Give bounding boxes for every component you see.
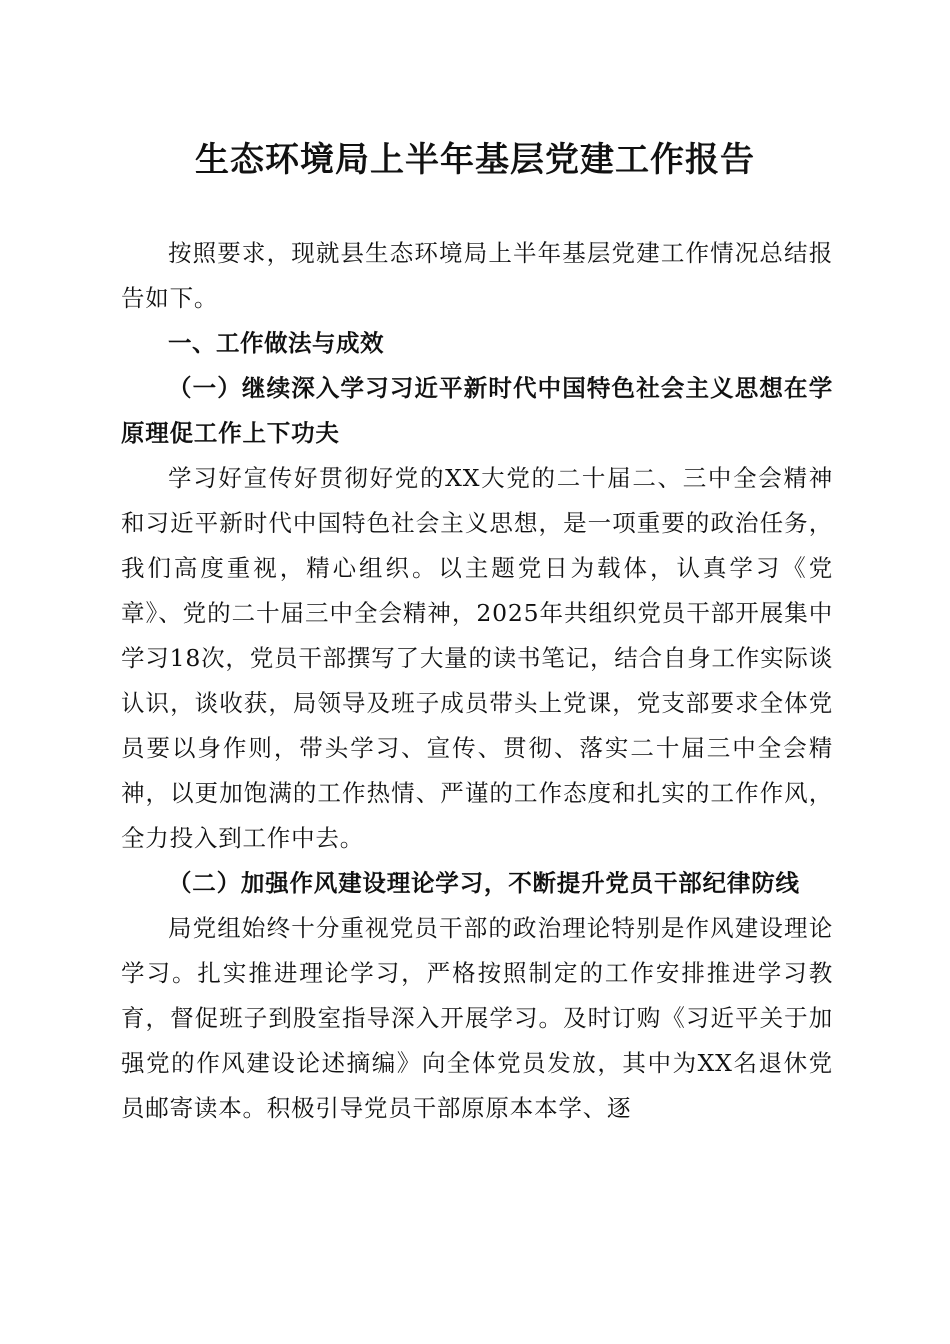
subsection-2-paragraph: 局党组始终十分重视党员干部的政治理论特别是作风建设理论学习。扎实推进理论学习，严格按照制定的工作安排推进学习教育，督促班子到股室指导深入开展学习。及时订购《习近平关于加强党的作风建设论述摘编》向全体党员发放，其中为XX名退休党员邮寄读本。积极引导党员干部原原本本学、逐 <box>121 914 833 1122</box>
subsection-1-paragraph: 学习好宣传好贯彻好党的XX大党的二十届二、三中全会精神和习近平新时代中国特色社会主义思想，是一项重要的政治任务，我们高度重视，精心组织。以主题党日为载体，认真学习《党章》、党的二十届三中全会精神，2025年共组织党员干部开展集中学习18次，党员干部撰写了大量的读书笔记，结合自身工作实际谈认识，谈收获，局领导及班子成员带头上党课，党支部要求全体党员要以身作则，带头学习、宣传、贯彻、落实二十届三中全会精神，以更加饱满的工作热情、严谨的工作态度和扎实的工作作风，全力投入到工作中去。 <box>121 464 833 852</box>
section-heading-1: 一、工作做法与成效 <box>168 329 384 357</box>
intro-paragraph: 按照要求，现就县生态环境局上半年基层党建工作情况总结报告如下。 <box>121 239 833 312</box>
document-body <box>121 231 833 1131</box>
document-title: 生态环境局上半年基层党建工作报告 <box>195 140 755 180</box>
subsection-heading-2: （二）加强作风建设理论学习，不断提升党员干部纪律防线 <box>168 869 800 897</box>
subsection-heading-1: （一）继续深入学习习近平新时代中国特色社会主义思想在学原理促工作上下功夫 <box>121 374 833 447</box>
